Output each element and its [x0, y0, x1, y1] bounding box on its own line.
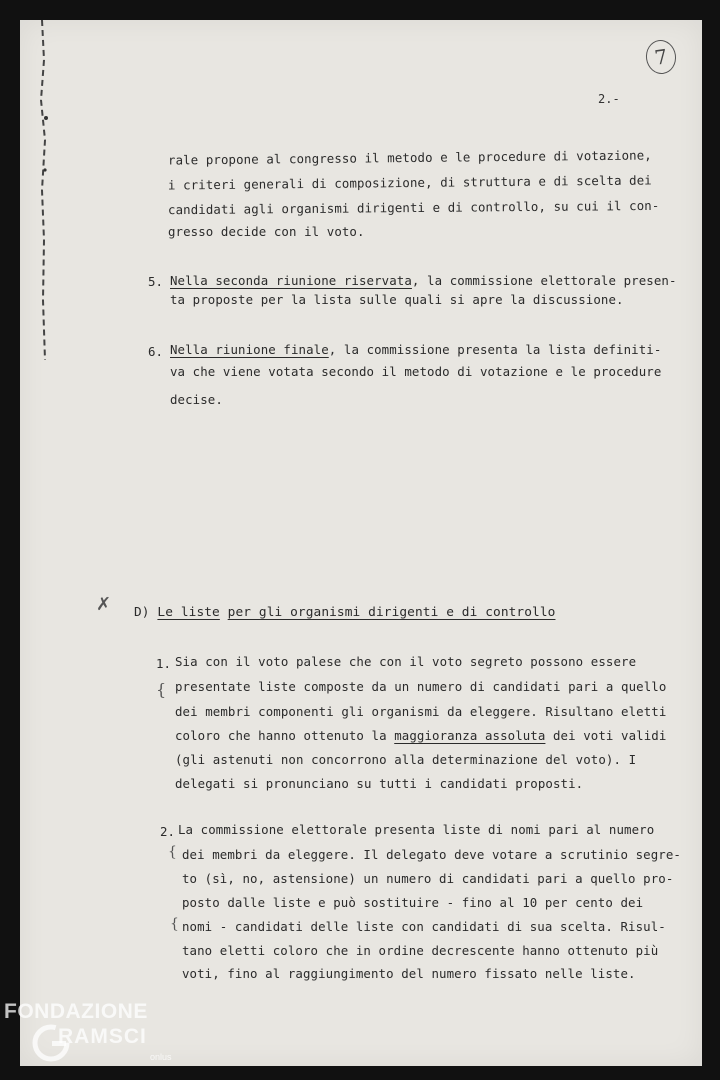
d2-line-5: nomi - candidati delle liste con candidati di sua scelta. Risul- [182, 919, 666, 934]
item-5-number: 5. [148, 274, 163, 289]
watermark-line-1: FONDAZIONE [4, 1000, 148, 1023]
intro-line-2: i criteri generali di composizione, di struttura e di scelta dei [167, 172, 652, 193]
section-d-title-1: Le liste [157, 605, 220, 620]
handwritten-brace-mark: { [156, 680, 167, 699]
item-5-line-1 [170, 273, 677, 288]
d1-line-3: dei membri componenti gli organismi da eleggere. Risultano eletti [175, 704, 667, 719]
watermark-line-3: onlus [150, 1052, 172, 1062]
d1-line-4 [175, 728, 666, 743]
item-6-underlined: Nella riunione finale [170, 342, 329, 357]
item-5-rest: , la commissione elettorale presen- [411, 273, 677, 288]
item-6-line-1 [170, 342, 661, 357]
d2-line-7: voti, fino al raggiungimento del numero fissato nelle liste. [182, 966, 636, 981]
d2-line-1: La commissione elettorale presenta liste di nomi pari al numero [178, 822, 655, 837]
handwritten-x-mark: ✗ [96, 594, 112, 615]
section-d-letter: D) [134, 605, 150, 620]
watermark-line-2: RAMSCI [58, 1025, 147, 1048]
d1-line-4-post: dei voti validi [545, 728, 667, 743]
circled-page-number: 7 [644, 38, 678, 76]
d1-line-2: presentate liste composte da un numero di candidati pari a quello [175, 679, 667, 694]
d2-line-3: to (sì, no, astensione) un numero di candidati pari a quello pro- [182, 871, 674, 886]
page-number: 2.- [598, 92, 620, 106]
d1-number: 1. [156, 656, 171, 671]
item-5-underlined: Nella seconda riunione riservata [170, 273, 412, 288]
binding-holes-mark [28, 20, 52, 360]
fondazione-gramsci-watermark [4, 1000, 194, 1080]
handwritten-brace-mark-3: { [170, 916, 179, 932]
intro-line-1: rale propone al congresso il metodo e le procedure di votazione, [167, 147, 652, 168]
d2-line-6: tano eletti coloro che in ordine decrescente hanno ottenuto più [182, 943, 659, 958]
d1-line-6: delegati si pronunciano su tutti i candidati proposti. [175, 776, 584, 791]
handwritten-brace-mark-2: { [168, 844, 177, 860]
d1-underlined: maggioranza assoluta [394, 728, 546, 743]
item-6-number: 6. [148, 344, 163, 359]
intro-line-3: candidati agli organismi dirigenti e di controllo, su cui il con- [167, 197, 660, 218]
d2-line-4: posto dalle liste e può sostituire - fino al 10 per cento dei [182, 895, 644, 910]
document-page [20, 20, 702, 1066]
d1-line-1: Sia con il voto palese che con il voto segreto possono essere [175, 654, 637, 669]
item-6-line-2: va che viene votata secondo il metodo di votazione e le procedure [170, 364, 662, 379]
d1-line-4-pre: coloro che hanno ottenuto la [175, 728, 395, 743]
intro-line-4: gresso decide con il voto. [168, 224, 365, 239]
section-d-title-2: per gli organismi dirigenti e di controllo [227, 605, 556, 620]
d2-number: 2. [160, 824, 175, 839]
d2-line-2: dei membri da eleggere. Il delegato deve votare a scrutinio segre- [182, 847, 681, 862]
d1-line-5: (gli astenuti non concorrono alla determinazione del voto). I [175, 752, 637, 767]
item-5-line-2: ta proposte per la lista sulle quali si apre la discussione. [170, 292, 624, 307]
item-6-line-3: decise. [170, 392, 223, 407]
section-d-heading [134, 605, 555, 620]
item-6-rest: , la commissione presenta la lista definiti- [328, 342, 662, 357]
